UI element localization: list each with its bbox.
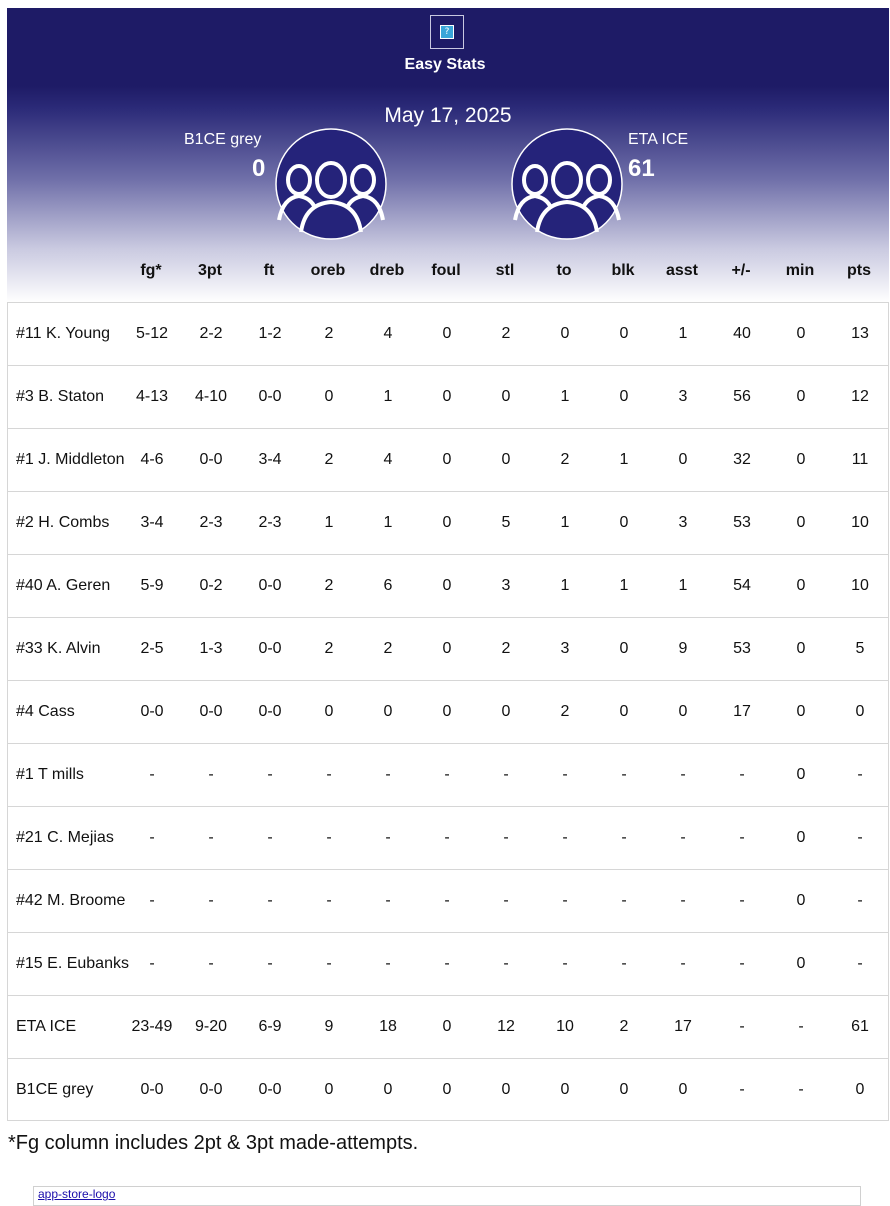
stat-cell: 0 xyxy=(442,1018,452,1035)
stat-cell: - xyxy=(562,766,568,783)
stat-cell: 2 xyxy=(324,325,334,342)
team-avatar-icon xyxy=(511,128,623,240)
column-header: dreb xyxy=(369,262,405,279)
stat-cell: - xyxy=(857,892,863,909)
stat-cell: 0-0 xyxy=(140,1081,164,1098)
stat-cell: 13 xyxy=(851,325,869,342)
stat-cell: 1-2 xyxy=(258,325,282,342)
column-header: oreb xyxy=(310,262,346,279)
stat-cell: 4 xyxy=(383,451,393,468)
stat-cell: 56 xyxy=(733,388,751,405)
stat-cell: - xyxy=(267,766,273,783)
stat-cell: 6-9 xyxy=(258,1018,282,1035)
stat-cell: - xyxy=(621,955,627,972)
stat-cell: 32 xyxy=(733,451,751,468)
stat-cell: 0 xyxy=(501,703,511,720)
column-header: fg* xyxy=(140,262,162,279)
player-name: ETA ICE xyxy=(16,1018,77,1035)
stat-cell: - xyxy=(326,955,332,972)
home-team-name: B1CE grey xyxy=(184,131,262,148)
stat-cell: - xyxy=(385,892,391,909)
stat-cell: 11 xyxy=(851,451,869,468)
stat-cell: 0-0 xyxy=(258,1081,282,1098)
stat-cell: - xyxy=(444,766,450,783)
stat-cell: 2 xyxy=(324,640,334,657)
stat-cell: - xyxy=(621,892,627,909)
stat-cell: - xyxy=(503,829,509,846)
stat-cell: - xyxy=(680,766,686,783)
stat-cell: 0 xyxy=(560,1081,570,1098)
column-header: to xyxy=(556,262,572,279)
stat-cell: - xyxy=(149,892,155,909)
stat-cell: - xyxy=(149,829,155,846)
stat-cell: 2 xyxy=(560,451,570,468)
stat-cell: - xyxy=(503,955,509,972)
player-name: #3 B. Staton xyxy=(16,388,105,405)
stat-cell: 0 xyxy=(619,514,629,531)
stat-cell: 0 xyxy=(678,451,688,468)
stat-cell: 5 xyxy=(501,514,511,531)
stat-cell: 0 xyxy=(796,451,806,468)
stat-cell: 0 xyxy=(619,1081,629,1098)
stat-cell: 1 xyxy=(619,577,629,594)
stat-cell: 4-6 xyxy=(140,451,164,468)
stat-cell: 2 xyxy=(619,1018,629,1035)
stat-cell: - xyxy=(208,892,214,909)
stat-cell: 1 xyxy=(560,577,570,594)
stat-cell: 0 xyxy=(855,1081,865,1098)
footnote: *Fg column includes 2pt & 3pt made-attempts. xyxy=(8,1132,419,1154)
stat-cell: - xyxy=(562,955,568,972)
stat-cell: 0-0 xyxy=(258,577,282,594)
stat-cell: - xyxy=(562,829,568,846)
stat-cell: - xyxy=(149,766,155,783)
stat-cell: 1 xyxy=(560,514,570,531)
column-header: stl xyxy=(495,262,515,279)
table-row xyxy=(7,869,889,932)
stat-cell: 9-20 xyxy=(194,1018,228,1035)
stat-cell: 2 xyxy=(501,640,511,657)
stat-cell: 0 xyxy=(324,703,334,720)
broken-image-icon: ? xyxy=(430,15,464,49)
column-header: blk xyxy=(611,262,635,279)
stat-cell: 0 xyxy=(442,703,452,720)
stat-cell: 18 xyxy=(379,1018,397,1035)
stat-cell: - xyxy=(739,829,745,846)
stat-cell: - xyxy=(739,1018,745,1035)
stat-cell: - xyxy=(621,829,627,846)
stat-cell: 10 xyxy=(556,1018,574,1035)
stat-cell: 4 xyxy=(383,325,393,342)
table-row xyxy=(7,428,889,491)
stat-cell: 0 xyxy=(678,703,688,720)
player-name: #4 Cass xyxy=(16,703,75,720)
stat-cell: 5-9 xyxy=(140,577,164,594)
stat-cell: 2-3 xyxy=(199,514,223,531)
stat-cell: 0 xyxy=(442,1081,452,1098)
stat-cell: 9 xyxy=(324,1018,334,1035)
stat-cell: 3 xyxy=(560,640,570,657)
stat-cell: 2 xyxy=(324,577,334,594)
column-header: foul xyxy=(431,262,461,279)
stat-cell: - xyxy=(385,955,391,972)
stat-cell: 5 xyxy=(855,640,865,657)
stat-cell: - xyxy=(444,955,450,972)
stat-cell: 0-0 xyxy=(258,703,282,720)
stat-cell: - xyxy=(149,955,155,972)
stat-cell: 0 xyxy=(619,388,629,405)
table-row xyxy=(7,302,889,365)
stat-cell: 0 xyxy=(383,1081,393,1098)
table-row xyxy=(7,743,889,806)
stat-cell: - xyxy=(739,766,745,783)
stat-cell: 5-12 xyxy=(135,325,169,342)
stat-cell: - xyxy=(798,1018,804,1035)
player-name: #33 K. Alvin xyxy=(16,640,101,657)
column-header: ft xyxy=(263,262,275,279)
stat-cell: - xyxy=(857,766,863,783)
table-row xyxy=(7,1058,889,1121)
stat-cell: 54 xyxy=(733,577,751,594)
player-name: #1 J. Middleton xyxy=(16,451,125,468)
table-row xyxy=(7,554,889,617)
table-row xyxy=(7,491,889,554)
stat-cell: - xyxy=(208,829,214,846)
stat-cell: 0 xyxy=(796,325,806,342)
stat-cell: 0 xyxy=(796,766,806,783)
stat-cell: 0-0 xyxy=(199,703,223,720)
stat-cell: 0 xyxy=(383,703,393,720)
column-header: min xyxy=(785,262,815,279)
table-row xyxy=(7,995,889,1058)
stat-cell: 0 xyxy=(855,703,865,720)
stat-cell: 10 xyxy=(851,577,869,594)
stat-cell: 0 xyxy=(619,703,629,720)
stat-cell: 2 xyxy=(383,640,393,657)
player-name: B1CE grey xyxy=(16,1081,94,1098)
stat-cell: 9 xyxy=(678,640,688,657)
stat-cell: - xyxy=(385,829,391,846)
away-team-score: 61 xyxy=(628,155,655,182)
stat-cell: 1-3 xyxy=(199,640,223,657)
stat-cell: 0-2 xyxy=(199,577,223,594)
stat-cell: - xyxy=(326,766,332,783)
stat-cell: 0 xyxy=(442,325,452,342)
table-row xyxy=(7,365,889,428)
player-name: #2 H. Combs xyxy=(16,514,110,531)
player-name: #1 T mills xyxy=(16,766,84,783)
table-row xyxy=(7,680,889,743)
stat-cell: 10 xyxy=(851,514,869,531)
stat-cell: - xyxy=(208,955,214,972)
stat-cell: - xyxy=(857,955,863,972)
column-header: 3pt xyxy=(198,262,222,279)
stat-cell: 0-0 xyxy=(199,1081,223,1098)
stat-cell: 0 xyxy=(619,640,629,657)
stat-cell: - xyxy=(562,892,568,909)
stat-cell: 0 xyxy=(796,577,806,594)
stat-cell: - xyxy=(798,1081,804,1098)
stat-cell: - xyxy=(680,892,686,909)
stat-cell: 0 xyxy=(501,451,511,468)
stat-cell: 0 xyxy=(442,451,452,468)
stat-cell: 3 xyxy=(678,514,688,531)
scoreboard-header xyxy=(7,8,889,303)
stat-cell: 0 xyxy=(442,640,452,657)
stat-cell: 0 xyxy=(501,1081,511,1098)
stat-cell: 1 xyxy=(560,388,570,405)
home-team-score: 0 xyxy=(252,155,266,182)
player-name: #11 K. Young xyxy=(16,325,111,342)
stat-cell: 1 xyxy=(383,514,393,531)
player-name: #21 C. Mejias xyxy=(16,829,114,846)
stat-cell: 1 xyxy=(678,577,688,594)
stat-cell: - xyxy=(680,829,686,846)
table-row xyxy=(7,806,889,869)
stat-cell: - xyxy=(621,766,627,783)
column-header: asst xyxy=(665,262,699,279)
stat-cell: - xyxy=(267,829,273,846)
stat-cell: 2-3 xyxy=(258,514,282,531)
stat-cell: 0 xyxy=(324,388,334,405)
away-team-name: ETA ICE xyxy=(628,131,689,148)
stat-cell: 0-0 xyxy=(258,388,282,405)
stat-cell: - xyxy=(267,955,273,972)
stat-cell: 53 xyxy=(733,640,751,657)
stat-cell: 2 xyxy=(501,325,511,342)
stat-cell: 40 xyxy=(733,325,751,342)
stat-cell: 53 xyxy=(733,514,751,531)
stat-cell: 0 xyxy=(796,388,806,405)
stat-cell: 1 xyxy=(324,514,334,531)
column-header: +/- xyxy=(731,262,751,279)
app-title: Easy Stats xyxy=(404,56,486,73)
stat-cell: 0 xyxy=(442,514,452,531)
stat-cell: - xyxy=(857,829,863,846)
box-score-table xyxy=(7,302,889,1121)
stat-cell: 0 xyxy=(324,1081,334,1098)
stat-cell: 1 xyxy=(678,325,688,342)
player-name: #42 M. Broome xyxy=(16,892,126,909)
stat-cell: 6 xyxy=(383,577,393,594)
table-row xyxy=(7,932,889,995)
stat-cell: - xyxy=(444,829,450,846)
stat-cell: 0 xyxy=(796,955,806,972)
stat-cell: - xyxy=(739,955,745,972)
stat-cell: 0 xyxy=(619,325,629,342)
stat-cell: 2 xyxy=(560,703,570,720)
stat-cell: 0-0 xyxy=(140,703,164,720)
stat-cell: - xyxy=(385,766,391,783)
stat-cell: 0 xyxy=(678,1081,688,1098)
stat-cell: 2-2 xyxy=(199,325,223,342)
stat-cell: 0 xyxy=(442,388,452,405)
stat-cell: 0 xyxy=(560,325,570,342)
stat-cell: 2-5 xyxy=(140,640,164,657)
stat-cell: 12 xyxy=(851,388,869,405)
stat-cell: 3 xyxy=(678,388,688,405)
stat-cell: 0-0 xyxy=(199,451,223,468)
stat-cell: 0 xyxy=(796,703,806,720)
stat-cell: - xyxy=(503,766,509,783)
stat-cell: 0 xyxy=(501,388,511,405)
stat-cell: - xyxy=(444,892,450,909)
stat-cell: 0 xyxy=(796,640,806,657)
stat-cell: 12 xyxy=(497,1018,515,1035)
player-name: #15 E. Eubanks xyxy=(16,955,129,972)
player-name: #40 A. Geren xyxy=(16,577,111,594)
stat-cell: 3-4 xyxy=(140,514,164,531)
stat-cell: - xyxy=(267,892,273,909)
stat-cell: - xyxy=(326,892,332,909)
stat-cell: 2 xyxy=(324,451,334,468)
stat-cell: 17 xyxy=(733,703,751,720)
stat-cell: 0 xyxy=(796,829,806,846)
stat-cell: - xyxy=(208,766,214,783)
game-date: May 17, 2025 xyxy=(384,104,512,127)
stat-cell: 3-4 xyxy=(258,451,282,468)
stat-cell: 61 xyxy=(851,1018,869,1035)
stat-cell: 23-49 xyxy=(131,1018,173,1035)
stat-cell: 17 xyxy=(674,1018,692,1035)
stat-cell: 0-0 xyxy=(258,640,282,657)
stat-cell: 0 xyxy=(796,892,806,909)
stat-cell: 4-13 xyxy=(135,388,169,405)
stat-cell: - xyxy=(680,955,686,972)
team-avatar-icon xyxy=(275,128,387,240)
stat-cell: 1 xyxy=(619,451,629,468)
table-row xyxy=(7,617,889,680)
stat-cell: 1 xyxy=(383,388,393,405)
stat-cell: - xyxy=(739,892,745,909)
stat-cell: - xyxy=(503,892,509,909)
stat-cell: 3 xyxy=(501,577,511,594)
app-store-link[interactable]: app-store-logo xyxy=(33,1186,861,1206)
stat-cell: - xyxy=(739,1081,745,1098)
stat-cell: 0 xyxy=(442,577,452,594)
column-header: pts xyxy=(847,262,871,279)
stat-cell: 4-10 xyxy=(194,388,228,405)
stat-cell: - xyxy=(326,829,332,846)
stat-cell: 0 xyxy=(796,514,806,531)
